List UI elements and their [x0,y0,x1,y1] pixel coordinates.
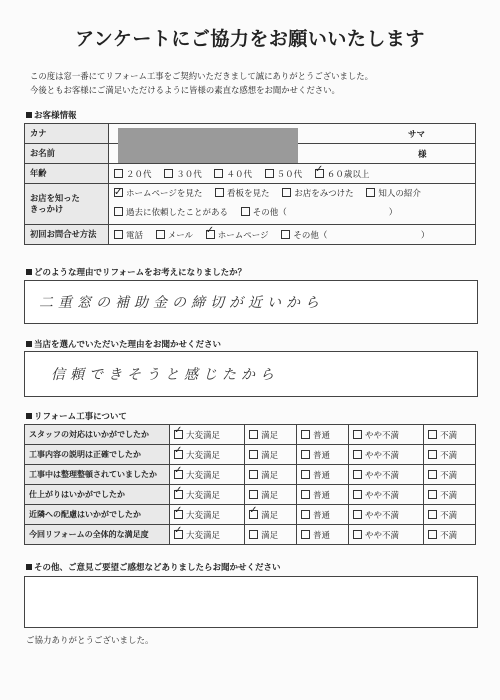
rating-checkbox[interactable] [301,430,310,439]
rating-cell [245,525,297,545]
rating-option-label: やや不満 [364,450,399,461]
rating-cell [245,445,297,465]
inquiry-other-label: その他（ ） [293,230,430,241]
rating-checkbox[interactable] [174,430,183,439]
rating-checkbox[interactable] [249,490,258,499]
rating-cell [297,425,349,445]
rating-cell [348,525,423,545]
rating-checkbox[interactable] [353,470,362,479]
reform-question-row [25,425,476,445]
rating-option-label: 満足 [261,530,279,541]
rating-checkbox[interactable] [174,530,183,539]
reform-question-label: 今回リフォームの全体的な満足度 [25,525,170,545]
store-choice-answer-box[interactable] [24,351,478,397]
rating-option-label: 普通 [313,470,331,481]
rating-option-label: やや不満 [364,430,399,441]
rating-checkbox[interactable] [301,470,310,479]
rating-cell [348,465,423,485]
rating-checkbox[interactable] [353,510,362,519]
rating-cell [245,505,297,525]
reform-question-label: 仕上がりはいかがでしたか [25,485,170,505]
rating-cell [348,485,423,505]
source-homepage-label: ホームページを見た [126,189,203,199]
rating-checkbox[interactable] [428,530,437,539]
source-other-label: その他（ ） [252,208,398,218]
inquiry-homepage-label: ホームページ [217,230,269,241]
rating-option-label: 満足 [261,490,279,501]
rating-cell [424,445,476,465]
closing-text: ご協力ありがとうございました。 [26,636,154,646]
rating-option-label: やや不満 [364,510,399,521]
reform-question-label: スタッフの対応はいかがでしたか [25,425,170,445]
inquiry-method-row [25,225,476,245]
rating-option-label: 満足 [261,470,279,481]
age-40-checkbox[interactable] [214,169,223,178]
rating-checkbox[interactable] [428,470,437,479]
customer-info-heading: お客様情報 [26,109,77,121]
rating-option-label: やや不満 [364,470,399,481]
rating-cell [170,445,245,465]
age-50-checkbox[interactable] [265,169,274,178]
inquiry-method-label: 初回お問合せ方法 [25,225,109,245]
rating-option-label: やや不満 [364,530,399,541]
sama-suffix-kana: サマ [408,130,426,140]
rating-checkbox[interactable] [174,510,183,519]
intro-line-1: この度は窓一番にてリフォーム工事をご契約いただきまして誠にありがとうございました。 [30,71,373,81]
rating-cell [245,465,297,485]
rating-checkbox[interactable] [301,510,310,519]
rating-checkbox[interactable] [428,450,437,459]
source-past-request-label: 過去に依頼したことがある [126,208,229,218]
rating-checkbox[interactable] [353,450,362,459]
source-found-store-checkbox[interactable] [282,188,291,197]
inquiry-method-options [109,225,476,245]
rating-option-label: 大変満足 [186,470,221,481]
rating-cell [245,485,297,505]
reform-section-heading: リフォーム工事について [26,410,127,422]
age-50-label: ５０代 [276,169,303,180]
rating-option-label: 大変満足 [186,510,221,521]
rating-cell [424,425,476,445]
source-referral-checkbox[interactable] [366,188,375,197]
rating-option-label: 不満 [440,510,458,521]
reform-question-label: 近隣への配慮はいかがでしたか [25,505,170,525]
source-homepage-checkbox[interactable] [114,188,123,197]
source-other-checkbox[interactable] [241,207,250,216]
rating-cell [245,425,297,445]
reform-question-label: 工事内容の説明は正確でしたか [25,445,170,465]
source-label [25,184,109,225]
rating-cell [170,505,245,525]
reform-question-label: 工事中は整理整頓されていましたか [25,465,170,485]
rating-cell [297,525,349,545]
inquiry-email-checkbox[interactable] [156,230,165,239]
reason-question-heading: どのような理由でリフォームをお考えになりましたか？ [26,266,246,278]
intro-text [30,70,373,97]
rating-cell [297,505,349,525]
name-label: お名前 [25,144,109,164]
rating-option-label: 大変満足 [186,490,221,501]
rating-cell [424,465,476,485]
rating-cell [297,465,349,485]
rating-cell [170,425,245,445]
source-label-line-2: きっかけ [30,204,64,214]
rating-option-label: 満足 [261,430,279,441]
inquiry-phone-label: 電話 [126,230,144,241]
rating-option-label: 満足 [261,510,279,521]
inquiry-phone-checkbox[interactable] [114,230,123,239]
reason-answer-box[interactable] [24,280,478,324]
age-label: 年齢 [25,164,109,184]
rating-checkbox[interactable] [249,530,258,539]
rating-checkbox[interactable] [174,490,183,499]
source-signboard-checkbox[interactable] [215,188,224,197]
rating-checkbox[interactable] [428,430,437,439]
age-20-label: ２０代 [126,169,152,180]
comments-answer-box[interactable] [24,576,478,628]
rating-option-label: 満足 [261,450,279,461]
rating-option-label: 不満 [440,450,458,461]
rating-option-label: やや不満 [364,490,399,501]
age-60plus-label: ６０歳以上 [326,169,370,180]
rating-option-label: 大変満足 [186,430,221,441]
rating-checkbox[interactable] [249,450,258,459]
rating-checkbox[interactable] [353,430,362,439]
rating-option-label: 不満 [440,490,458,501]
inquiry-homepage-checkbox[interactable] [206,230,215,239]
rating-cell [297,485,349,505]
rating-option-label: 不満 [440,530,458,541]
rating-checkbox[interactable] [428,510,437,519]
reason-handwritten-answer: 二重窓の補助金の締切が近いから [39,295,324,311]
age-20-checkbox[interactable] [114,169,123,178]
rating-checkbox[interactable] [301,450,310,459]
rating-checkbox[interactable] [301,490,310,499]
comments-heading: その他、ご意見ご要望ご感想などありましたらお聞かせください [26,561,281,573]
source-referral-label: 知人の紹介 [378,189,421,199]
rating-checkbox[interactable] [428,490,437,499]
rating-checkbox[interactable] [249,430,258,439]
rating-cell [424,505,476,525]
source-options [109,184,476,225]
reform-question-row [25,525,476,545]
rating-checkbox[interactable] [353,530,362,539]
store-choice-handwritten-answer: 信頼できそうと感じたから [51,367,279,383]
inquiry-email-label: メール [167,230,194,241]
rating-checkbox[interactable] [249,470,258,479]
rating-cell [170,485,245,505]
source-found-store-label: お店をみつけた [294,189,354,199]
rating-option-label: 普通 [313,430,331,441]
rating-cell [424,485,476,505]
source-past-request-checkbox[interactable] [114,207,123,216]
rating-cell [170,465,245,485]
age-40-label: ４０代 [226,169,252,180]
source-row [25,184,476,225]
rating-option-label: 大変満足 [186,450,221,461]
reform-rating-table [24,424,476,545]
rating-cell [170,525,245,545]
reform-question-row [25,505,476,525]
rating-cell [424,525,476,545]
rating-checkbox[interactable] [249,510,258,519]
rating-option-label: 普通 [313,450,331,461]
intro-line-2: 今後ともお客様にご満足いただけるように皆様の素直な感想をお聞かせください。 [30,84,340,95]
rating-cell [348,505,423,525]
age-row [25,164,476,184]
kana-label: カナ [25,124,109,144]
age-60plus-checkbox[interactable] [315,169,324,178]
reform-question-row [25,465,476,485]
rating-option-label: 不満 [440,430,458,441]
source-label-line-1: お店を知った [30,193,80,203]
rating-option-label: 普通 [313,530,331,541]
age-30-label: ３０代 [176,169,202,180]
rating-option-label: 普通 [313,490,331,501]
age-30-checkbox[interactable] [164,169,173,178]
rating-checkbox[interactable] [301,530,310,539]
store-choice-question-heading: 当店を選んでいただいた理由をお聞かせください [26,338,221,350]
rating-checkbox[interactable] [174,470,183,479]
rating-cell [348,425,423,445]
rating-cell [348,445,423,465]
redacted-name-block [118,128,298,163]
rating-option-label: 不満 [440,470,458,481]
rating-cell [297,445,349,465]
page-title: アンケートにご協力をお願いいたします [75,28,425,50]
reform-question-row [25,445,476,465]
rating-option-label: 普通 [313,510,331,521]
reform-question-row [25,485,476,505]
sama-suffix-name: 様 [418,150,427,160]
rating-checkbox[interactable] [353,490,362,499]
source-signboard-label: 看板を見た [227,189,270,199]
inquiry-other-checkbox[interactable] [281,230,290,239]
rating-checkbox[interactable] [174,450,183,459]
age-options [109,164,476,184]
rating-option-label: 大変満足 [186,530,221,541]
